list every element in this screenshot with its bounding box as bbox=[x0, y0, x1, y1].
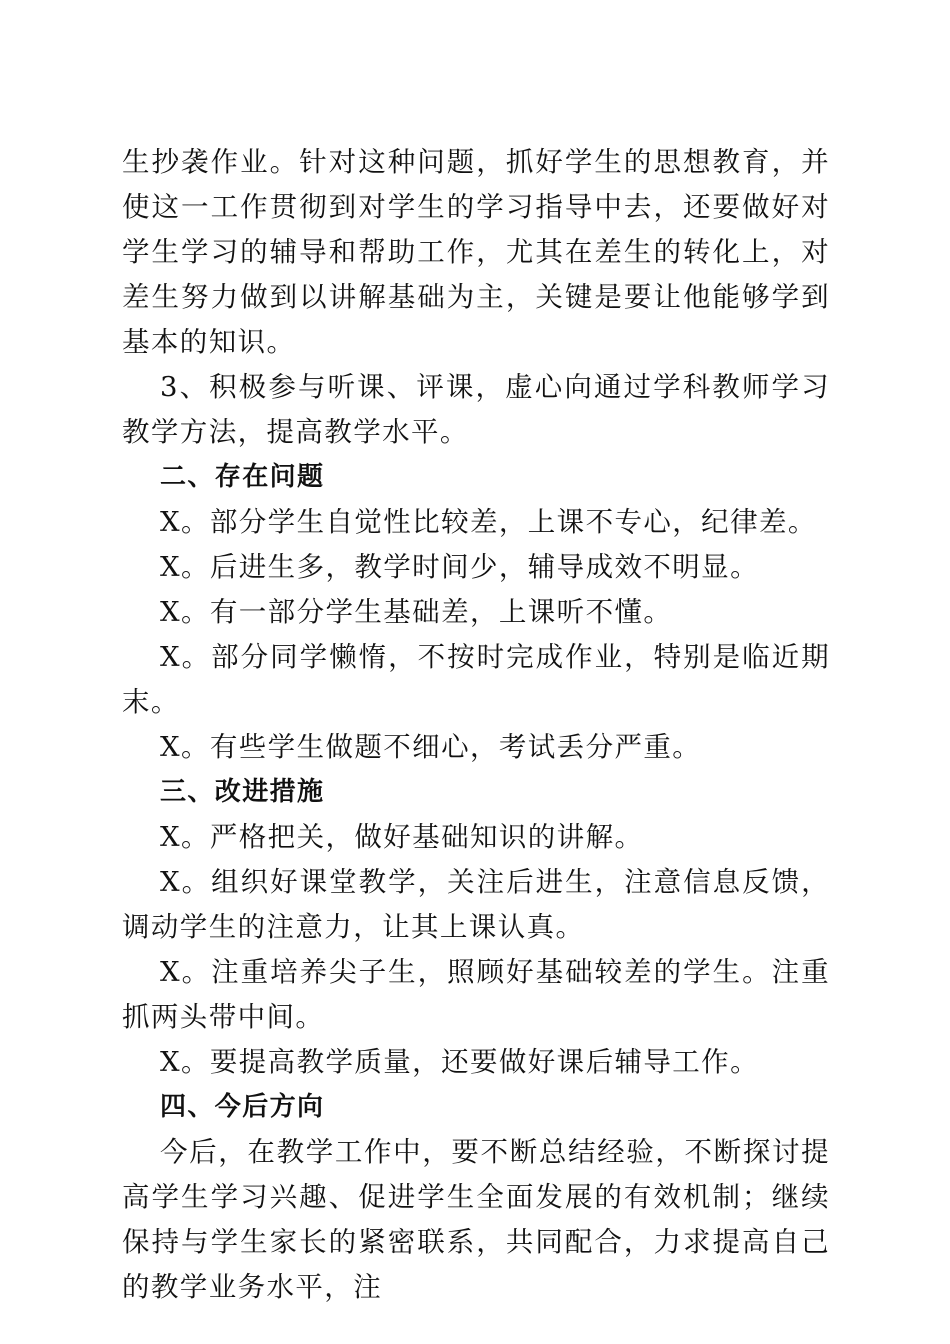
section-heading-problems: 二、存在问题 bbox=[160, 462, 325, 492]
list-item: X。注重培养尖子生，照顾好基础较差的学生。注重抓两头带中间。 bbox=[122, 956, 830, 1033]
list-item: X。要提高教学质量，还要做好课后辅导工作。 bbox=[160, 1046, 759, 1078]
list-item: X。有些学生做题不细心，考试丢分严重。 bbox=[160, 731, 702, 763]
list-item: X。后进生多，教学时间少，辅导成效不明显。 bbox=[160, 551, 759, 583]
paragraph-item-3: 3、积极参与听课、评课，虚心向通过学科教师学习教学方法，提高教学水平。 bbox=[122, 371, 830, 448]
list-item: X。部分同学懒惰，不按时完成作业，特别是临近期末。 bbox=[122, 641, 830, 718]
section-heading-future: 四、今后方向 bbox=[160, 1092, 325, 1122]
list-item: X。部分学生自觉性比较差，上课不专心，纪律差。 bbox=[160, 506, 817, 538]
list-item: X。有一部分学生基础差，上课听不懂。 bbox=[160, 596, 673, 628]
paragraph-future: 今后，在教学工作中，要不断总结经验，不断探讨提高学生学习兴趣、促进学生全面发展的有效机制；继续保持与学生家长的紧密联系，共同配合，力求提高自己的教学业务水平，注 bbox=[122, 1136, 830, 1303]
paragraph-continuation: 生抄袭作业。针对这种问题，抓好学生的思想教育，并使这一工作贯彻到对学生的学习指导中去，还要做好对学生学习的辅导和帮助工作，尤其在差生的转化上，对差生努力做到以讲解基础为主，关键是要让他能够学到基本的知识。 bbox=[122, 146, 830, 358]
list-item: X。严格把关，做好基础知识的讲解。 bbox=[160, 821, 644, 853]
section-heading-measures: 三、改进措施 bbox=[160, 777, 325, 807]
list-item: X。组织好课堂教学，关注后进生，注意信息反馈，调动学生的注意力，让其上课认真。 bbox=[122, 866, 830, 943]
document-page bbox=[122, 140, 830, 1310]
